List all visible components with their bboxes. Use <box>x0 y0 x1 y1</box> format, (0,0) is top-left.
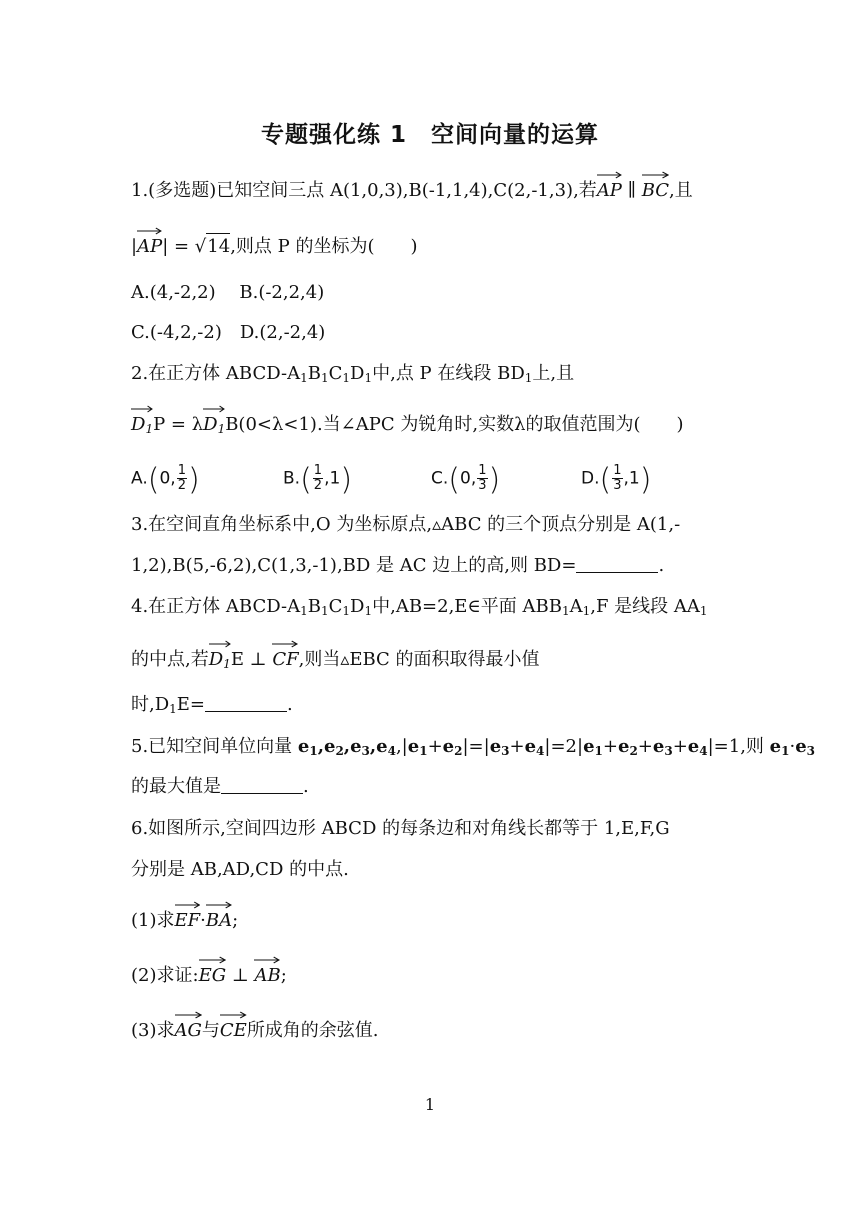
question-3-line-1: 3.在空间直角坐标系中,O 为坐标原点,▵ABC 的三个顶点分别是 A(1,- <box>131 514 681 535</box>
vector-ap-abs: AP <box>137 232 162 260</box>
q1-options-row-2: C.(-4,2,-2) D.(2,-2,4) <box>131 322 326 343</box>
question-3-line-2: 1,2),B(5,-6,2),C(1,3,-1),BD 是 AC 边上的高,则 BD= . <box>131 555 665 576</box>
q2-condition: B(0<λ<1).当∠APC 为锐角时,实数λ的取值范围为( <box>225 414 641 435</box>
q1-text-coord: ,则点 P 的坐标为( <box>230 236 375 257</box>
vector-eg: EG <box>199 961 227 989</box>
question-6-line-2: 分别是 AB,AD,CD 的中点. <box>131 859 349 880</box>
question-4-line-3: 时$,D_1E=$ . <box>131 694 293 716</box>
vector-ef: EF <box>175 906 201 934</box>
question-6-part-1: (1)求 EF· BA; <box>131 906 238 934</box>
vector-d1p: $D_1$ <box>131 410 153 442</box>
question-5-line-1: 5.已知空间单位向量 $e_1,e_2,e_3,e_4,|e_1+e_2|=|e_3+e_4|=2|e_1+e_2+e_3+e_4|=1$,则 $e_1\cdot e_3$ <box>131 736 816 758</box>
q2-eq: P = λ <box>153 414 204 435</box>
q2-close-paren: ) <box>676 414 684 435</box>
vector-d1b: $D_1$ <box>203 410 225 442</box>
vector-ap: AP <box>597 176 622 204</box>
vector-ag: AG <box>175 1016 202 1044</box>
page-title: 专题强化练 1 空间向量的运算 <box>260 122 599 148</box>
question-4-line-1: 4.在正方体 ABCD-$A_1B_1C_1D_1$中,AB=2,E∈平面 $ABB_1A_1,F$ 是线段 $AA_1$ <box>131 596 708 618</box>
q1-text-and: ,且 <box>669 180 693 201</box>
sqrt-value: 14 <box>206 233 230 260</box>
q2-text: 2.在正方体 ABCD-A <box>131 363 301 384</box>
abs-close: | = <box>162 236 195 257</box>
sqrt-symbol: √ <box>194 236 207 257</box>
q2-option-a: A.(0, $\frac{1}{2}$ ) <box>131 462 200 498</box>
question-6-part-2: (2)求证: EG ⊥ AB; <box>131 961 287 989</box>
answer-blank <box>576 554 658 573</box>
q1-text: 1.(多选题)已知空间三点 A(1,0,3),B(-1,1,4),C(2,-1,3),若 <box>131 180 597 201</box>
answer-blank <box>221 775 303 794</box>
q2-option-b: B.( $\frac{1}{2}$ ,1) <box>283 462 353 498</box>
abs-open: | <box>131 236 138 257</box>
vector-ce: CE <box>220 1016 247 1044</box>
q1-close-paren: ) <box>410 236 418 257</box>
question-5-line-2: 的最大值是 . <box>131 776 309 797</box>
question-1-line-2 <box>131 232 418 260</box>
question-6-line-1: 6.如图所示,空间四边形 ABCD 的每条边和对角线长都等于 1,E,F,G <box>131 818 670 839</box>
vector-d1e: $D_1$ <box>209 645 231 677</box>
q1-options-row-1: A.(4,-2,2) B.(-2,2,4) <box>131 282 325 303</box>
q2-option-d: D.( $\frac{1}{3}$ ,1) <box>581 462 652 498</box>
page-number: 1 <box>424 1095 436 1114</box>
question-2-line-2 <box>131 410 684 442</box>
question-6-part-3: (3)求 AG与 CE所成角的余弦值. <box>131 1016 379 1044</box>
question-2-line-1: 2.在正方体 ABCD-$A_1B_1C_1D_1$中,点 P 在线段 $BD_1$上,且 <box>131 363 575 385</box>
question-4-line-2: 的中点,若 $D_1E$ ⊥ CF,则当▵EBC 的面积取得最小值 <box>131 645 540 677</box>
q2-option-c: C.(0, $\frac{1}{3}$ ) <box>431 462 501 498</box>
answer-blank <box>205 693 287 712</box>
parallel-symbol: ∥ <box>621 180 642 201</box>
question-1-line-1 <box>131 176 693 204</box>
vector-ab: AB <box>254 961 280 989</box>
vector-bc: BC <box>642 176 669 204</box>
vector-ba: BA <box>206 906 232 934</box>
vector-cf: CF <box>272 645 298 673</box>
